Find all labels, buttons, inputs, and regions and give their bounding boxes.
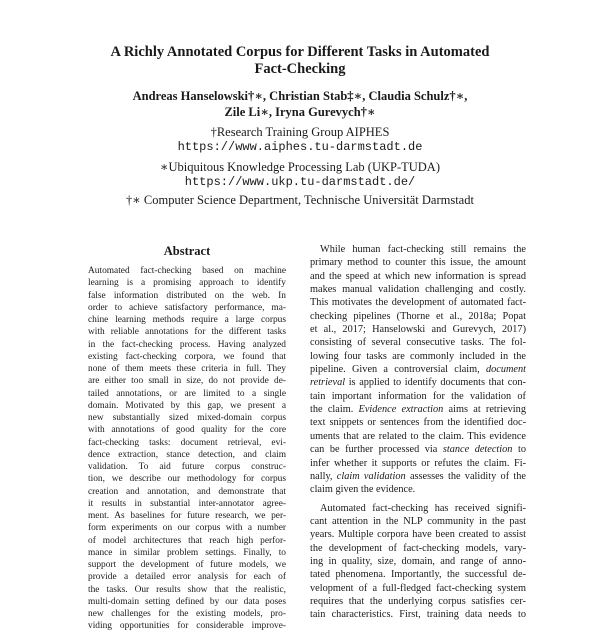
abstract-line: provide a detailed error analysis for each of	[88, 572, 286, 583]
body-line: tain important information for the validation of	[310, 390, 526, 402]
term-evidence-extraction: Evidence extraction	[358, 404, 444, 416]
title-line-2: Fact-Checking	[254, 61, 346, 77]
authors-line-2: Zile Li∗, Iryna Gurevych†∗	[224, 105, 376, 119]
abstract-line: form experiments on our corpus with a number	[88, 523, 286, 534]
abstract-line: are either too small in size, do not provide de-	[88, 376, 286, 387]
body-line: pipeline. Given a controversial claim, document	[310, 364, 526, 376]
body-line: velopment of a full-fledged fact-checking system	[310, 582, 526, 594]
body-line: years. Multiple corpora have been created to assist	[310, 529, 526, 541]
abstract-line: validation. To aid future corpus construc-	[88, 462, 286, 472]
abstract-line: none of them meets these criteria in full. They	[88, 364, 286, 374]
abstract-line: order to achieve satisfactory performance, ma-	[88, 302, 286, 313]
abstract-line: tailed annotations, or are limited to a single	[88, 388, 286, 399]
affiliation-ukp-url: https://www.ukp.tu-darmstadt.de/	[184, 175, 416, 189]
body-line: infer whether it supports or refutes the claim. Fi-	[310, 457, 526, 469]
abstract-line: tion, we describe our methodology for corpus	[88, 474, 286, 485]
abstract-line: it results in substantial inter-annotator agree-	[88, 498, 286, 509]
affiliation-ukp: ∗Ubiquitous Knowledge Processing Lab (UKP-TUDA)	[160, 160, 440, 174]
abstract-line: in the fact-checking process. Having analyzed	[88, 339, 286, 350]
body-line: tated phenomena. Importantly, the successful de-	[310, 569, 526, 581]
abstract-line: mance in similar problem settings. Finally, to	[88, 547, 286, 558]
body-line: lowing four tasks are commonly included in the	[310, 350, 526, 362]
body-line: primary method to counter this issue, the amount	[310, 257, 526, 269]
body-line: claim given the evidence.	[310, 484, 416, 496]
affiliation-cs-department: †∗ Computer Science Department, Technische Universität Darmstadt	[126, 193, 474, 207]
paper-title	[60, 44, 540, 78]
body-line: et al., 2017; Hanselowski and Gurevych, 2017)	[310, 324, 526, 336]
abstract-line: of model architectures that reach high perfor-	[88, 535, 286, 546]
body-line: requires that the underlying corpus satisfies cer-	[310, 595, 526, 607]
body-line: nally, claim validation assesses the validity of the	[310, 470, 526, 482]
body-line: can be further processed via stance detection to	[310, 444, 526, 456]
abstract-line: multi-domain setting defined by our data poses	[88, 596, 286, 607]
term-document-retrieval: document	[485, 364, 526, 376]
title-line-1: A Richly Annotated Corpus for Different Tasks in Automated	[110, 44, 490, 60]
body-line: checking pipelines (Thorne et al., 2018a; Popat	[310, 310, 526, 322]
body-line: ing in quality, size, domain, and range of anno-	[310, 555, 526, 567]
abstract-line: with reliable annotations for the different tasks	[88, 327, 286, 338]
abstract-line: the tasks. Our results show that the realistic,	[88, 584, 286, 595]
body-line: text snippets or sentences from the identified doc-	[310, 417, 526, 429]
abstract-line: fact-checking tasks: document retrieval, evi-	[88, 437, 286, 448]
term-retrieval: retrieval	[310, 377, 346, 389]
term-claim-validation: claim validation	[336, 470, 406, 482]
body-line: the development of fact-checking models, vary-	[310, 542, 526, 554]
abstract-heading: Abstract	[163, 244, 211, 258]
affiliation-aiphes: †Research Training Group AIPHES	[210, 125, 390, 139]
abstract-line: chine learning methods require a large corpus	[88, 315, 286, 325]
body-line: the claim. Evidence extraction aims at retrieving	[310, 404, 526, 416]
body-line: tain characteristics. First, training data needs to	[310, 609, 526, 621]
authors-line-1: Andreas Hanselowski†∗, Christian Stab‡∗, Claudia Schulz†∗,	[132, 89, 468, 103]
body-line: Automated fact-checking has received signifi-	[320, 502, 526, 514]
abstract-line: new substantially sized mixed-domain corpus	[88, 413, 286, 423]
abstract-line: viding opportunities for considerable improve-	[88, 621, 286, 632]
author-list	[60, 88, 540, 120]
abstract-line: creation and annotation, and demonstrate that	[88, 486, 286, 497]
body-column	[310, 243, 526, 622]
abstract-line: false information distributed on the web. In	[88, 290, 286, 301]
abstract-line: dence extraction, stance detection, and claim	[88, 449, 286, 460]
abstract-line: support the development of future models, we	[88, 560, 286, 570]
affiliation-aiphes-url: https://www.aiphes.tu-darmstadt.de	[177, 140, 423, 154]
body-line: This motivates the development of automated fact-	[310, 297, 526, 309]
abstract-line: new challenges for the existing models, pro-	[88, 609, 286, 619]
abstract-line: domain. Motivated by this gap, we present a	[88, 400, 286, 411]
body-line: consisting of several consecutive tasks. The fol-	[310, 337, 526, 349]
body-line: While human fact-checking still remains the	[320, 244, 526, 255]
abstract-line: existing fact-checking corpora, we found that	[88, 351, 286, 362]
abstract-line: Automated fact-checking based on machine	[88, 266, 286, 276]
abstract-line: with annotations of good quality for the core	[88, 425, 286, 436]
abstract-body	[88, 265, 286, 633]
body-line: uments that are related to the claim. This evidence	[310, 430, 526, 442]
abstract-line: ment. As baselines for future research, we per-	[88, 511, 286, 521]
body-line: cant attention in the NLP community in the past	[310, 515, 526, 527]
body-line: makes manual validation challenging and costly.	[310, 284, 526, 296]
abstract-line: learning is a promising approach to identify	[88, 278, 286, 289]
term-stance-detection: stance detection	[442, 444, 513, 456]
body-line: and the speed at which new information is spread	[310, 270, 526, 282]
body-line: retrieval is applied to identify documents that con-	[310, 377, 526, 389]
